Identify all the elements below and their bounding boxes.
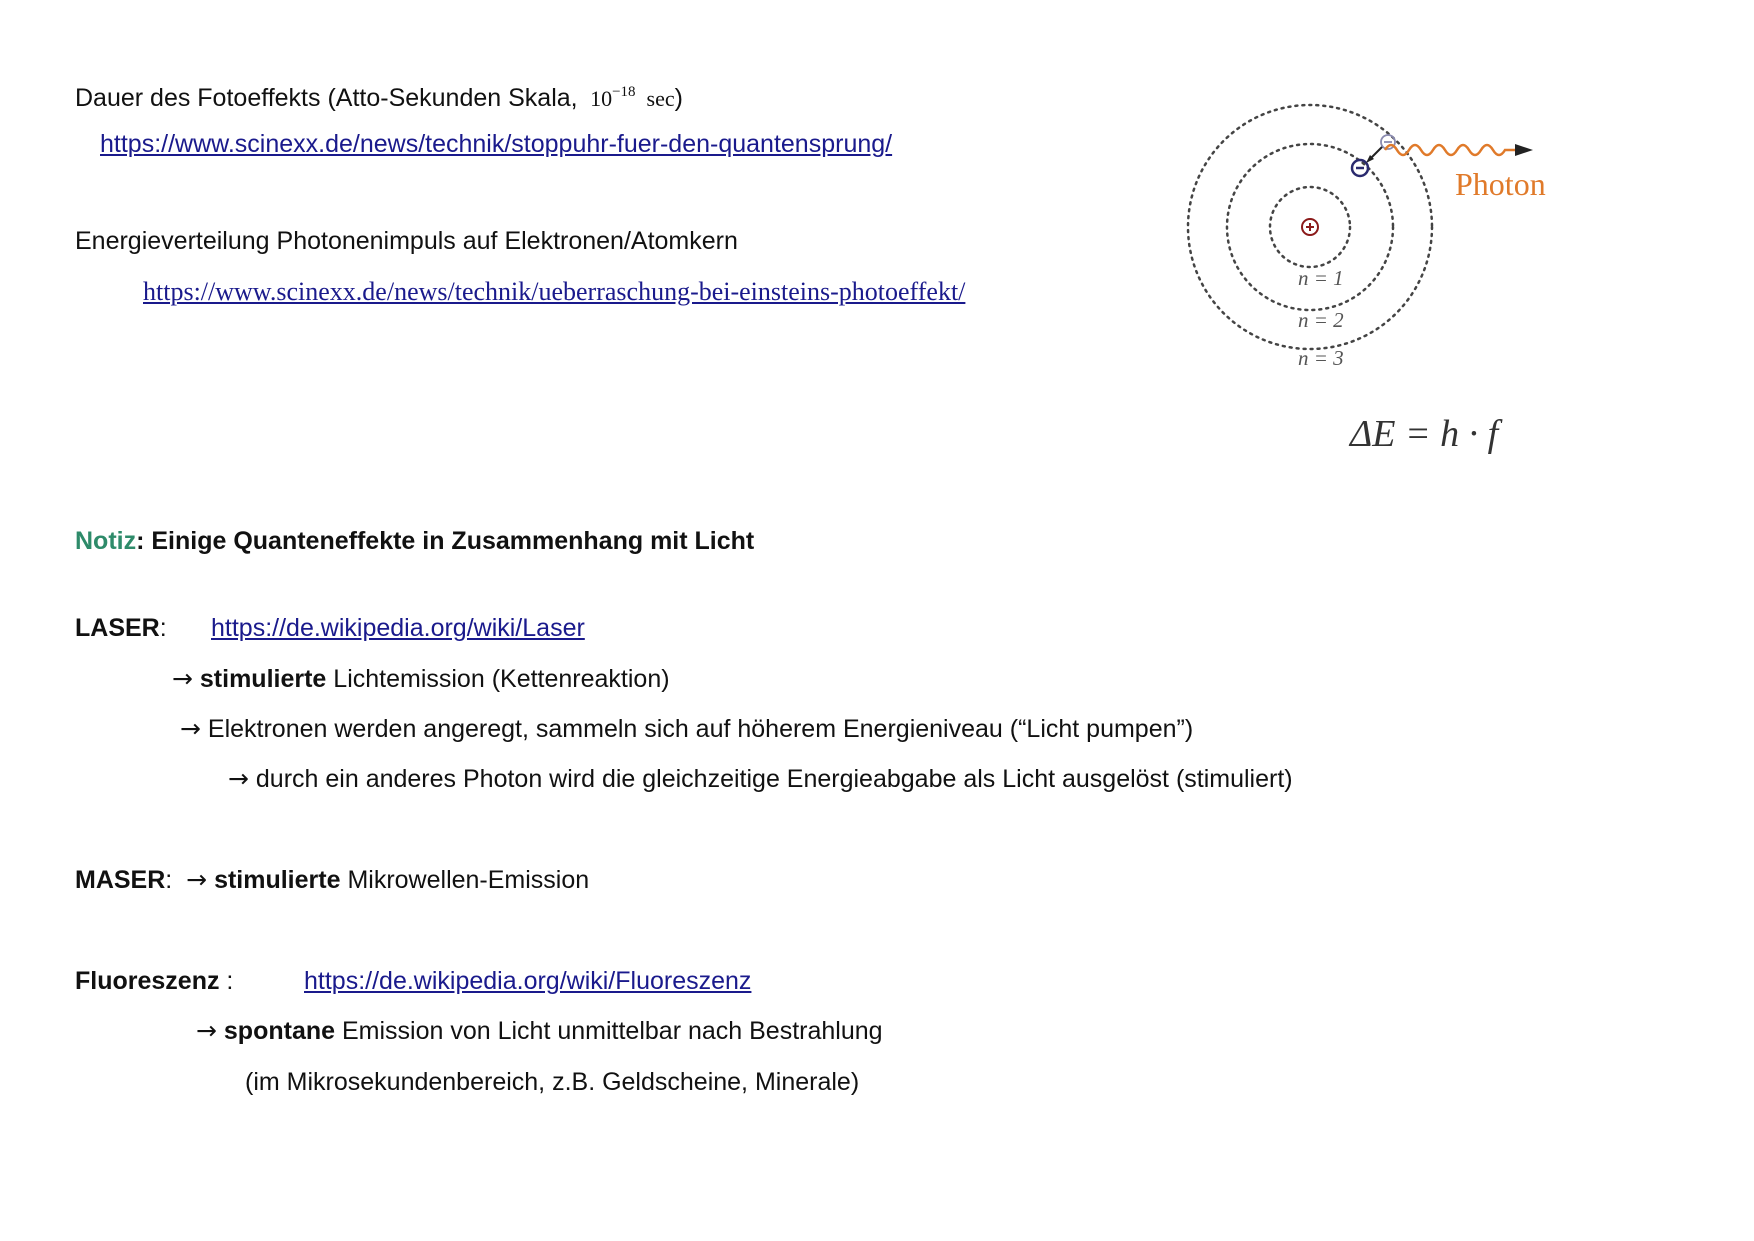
photon-wave-icon	[1385, 144, 1533, 156]
link-row	[100, 128, 892, 160]
note-title: : Einige Quanteneffekte in Zusammenhang mit Licht	[136, 527, 755, 555]
laser-link[interactable]: https://de.wikipedia.org/wiki/Laser	[211, 614, 585, 642]
link-row	[143, 276, 965, 308]
laser-line-1	[172, 663, 670, 695]
fluor-line1-bold: spontane	[223, 1017, 336, 1045]
link-row	[211, 612, 585, 644]
level-label-n3: n = 3	[1298, 346, 1344, 370]
laser-line-3	[228, 763, 1293, 795]
heading-suffix: )	[674, 84, 683, 112]
note-heading	[75, 525, 754, 557]
photoeffekt-link[interactable]: https://www.scinexx.de/news/technik/ueberraschung-bei-einsteins-photoeffekt/	[143, 277, 966, 306]
maser-line	[75, 864, 589, 896]
fluor-line1-rest: Emission von Licht unmittelbar nach Bestrahlung	[335, 1017, 883, 1045]
transition-arrow-icon	[1366, 147, 1382, 163]
note-label: Notiz	[75, 527, 137, 555]
arrow-icon: →	[196, 1016, 217, 1045]
laser-line1-bold: stimulierte	[199, 665, 327, 693]
level-label-n2: n = 2	[1298, 308, 1344, 332]
maser-label: MASER	[75, 866, 166, 894]
laser-label: LASER	[75, 614, 160, 642]
level-label-n1: n = 1	[1298, 266, 1344, 290]
fluor-link[interactable]: https://de.wikipedia.org/wiki/Fluoreszenz	[304, 967, 752, 995]
time-scale	[585, 86, 675, 111]
link-row	[304, 965, 751, 997]
laser-line-2	[180, 713, 1193, 745]
maser-rest: Mikrowellen-Emission	[340, 866, 590, 894]
arrow-icon: →	[172, 664, 193, 693]
fluor-heading	[75, 965, 233, 997]
energy-distribution-heading: Energieverteilung Photonenimpuls auf Elektronen/Atomkern	[75, 227, 738, 255]
stoppuhr-link[interactable]: https://www.scinexx.de/news/technik/stoppuhr-fuer-den-quantensprung/	[100, 130, 893, 158]
arrow-icon: →	[228, 764, 249, 793]
nucleus-icon	[1302, 219, 1318, 235]
fluor-line-2: (im Mikrosekundenbereich, z.B. Geldscheine, Minerale)	[245, 1068, 860, 1096]
photon-label: Photon	[1455, 166, 1546, 202]
laser-line1-rest: Lichtemission (Kettenreaktion)	[326, 665, 670, 693]
laser-colon: :	[159, 614, 167, 642]
fluor-colon: :	[219, 967, 234, 995]
bohr-atom-diagram	[1185, 95, 1575, 385]
time-unit: sec	[646, 86, 675, 111]
maser-bold: stimulierte	[214, 866, 341, 894]
laser-line3-text: durch ein anderes Photon wird die gleichzeitige Energieabgabe als Licht ausgelöst (stimuliert)	[255, 765, 1293, 793]
laser-line2-text: Elektronen werden angeregt, sammeln sich auf höherem Energieniveau (“Licht pumpen”)	[207, 715, 1194, 743]
heading-text: Dauer des Fotoeffekts (Atto-Sekunden Skala,	[75, 84, 578, 112]
maser-colon: :	[165, 866, 173, 894]
energy-formula: ΔE = h · f	[1350, 413, 1499, 455]
fotoeffekt-duration-heading	[75, 76, 683, 115]
time-exponent: −18	[612, 84, 636, 100]
electron-icon	[1352, 160, 1368, 176]
laser-heading	[75, 612, 167, 644]
fluor-line-1	[196, 1015, 883, 1047]
arrow-icon: →	[186, 865, 208, 894]
fluor-label: Fluoreszenz	[75, 967, 220, 995]
arrow-icon: →	[180, 714, 201, 743]
time-base: 10	[590, 86, 613, 111]
